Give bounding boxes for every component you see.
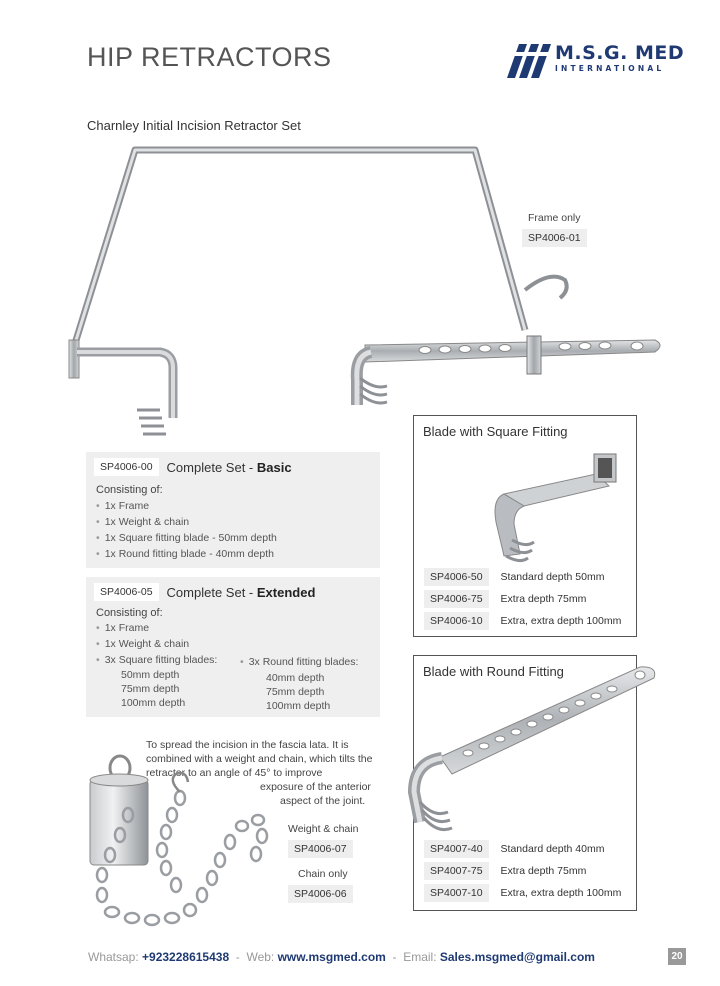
set-extended-header [94,583,315,601]
email-link[interactable]: Sales.msgmed@gmail.com [439,950,595,964]
list-item: 75mm depth [266,686,325,698]
list-item: 100mm depth [121,697,186,709]
set-basic-items [96,498,277,562]
list-item: • 1x Round fitting blade - 40mm depth [96,546,277,562]
set-extended-consisting: Consisting of: [96,607,163,619]
desc-line: combined with a weight and chain, which tilts the [146,753,373,765]
square-blade-illustration [484,444,634,569]
set-extended-code: SP4006-05 [94,583,159,601]
set-extended-items [96,620,217,668]
square-row-2 [424,590,586,608]
round-row-code: SP4007-10 [424,884,489,902]
complete-set-basic [86,452,380,568]
list-item: 50mm depth [121,669,180,681]
frame-code: SP4006-01 [522,229,587,247]
list-item: • 1x Weight & chain [96,636,217,652]
square-row-1 [424,568,604,586]
round-row-desc: Extra, extra depth 100mm [500,887,622,899]
logo-text: M.S.G. MED [555,42,685,64]
round-depths [266,671,330,713]
list-item: • 1x Square fitting blade - 50mm depth [96,530,277,546]
round-row-code: SP4007-75 [424,862,489,880]
complete-set-extended [86,577,380,717]
set-basic-header [94,458,292,476]
weight-chain-code: SP4006-07 [288,840,353,858]
list-item: • 3x Square fitting blades: [96,652,217,668]
desc-line: aspect of the joint. [280,795,366,807]
set-basic-code: SP4006-00 [94,458,159,476]
weight-chain-label: Weight & chain [288,823,359,835]
set-basic-name: Complete Set - Basic [166,459,292,475]
chain-only-label: Chain only [298,868,348,880]
website-link[interactable]: www.msgmed.com [277,950,386,964]
retractor-frame-illustration [55,140,675,440]
square-panel-title: Blade with Square Fitting [423,424,568,439]
list-item: • 1x Frame [96,498,277,514]
round-row-desc: Extra depth 75mm [500,865,587,877]
square-row-code: SP4006-75 [424,590,489,608]
brand-logo [505,40,685,80]
logo-subtext: INTERNATIONAL [555,64,665,73]
separator: - [229,950,247,964]
chain-only-code: SP4006-06 [288,885,353,903]
weight-chain-illustration [80,740,280,930]
logo-mark-icon [505,40,553,80]
section-subtitle: Charnley Initial Incision Retractor Set [87,118,301,133]
square-row-code: SP4006-50 [424,568,489,586]
round-row-3 [424,884,621,902]
square-depths [121,668,185,710]
list-item: 75mm depth [121,683,180,695]
page-number: 20 [668,948,686,965]
round-panel-title: Blade with Round Fitting [423,664,564,679]
separator: - [385,950,404,964]
footer-contact [88,950,595,964]
desc-line: exposure of the anterior [260,781,371,793]
round-blades-label: • 3x Round fitting blades: [240,656,359,668]
round-blade-illustration [400,662,662,837]
list-item: • 1x Weight & chain [96,514,277,530]
desc-line: To spread the incision in the fascia lata. It is [146,739,349,751]
square-row-desc: Standard depth 50mm [500,571,605,583]
page-title: HIP RETRACTORS [87,42,332,72]
web-label: Web: [246,950,278,964]
round-row-2 [424,862,586,880]
email-label: Email: [403,950,440,964]
square-row-code: SP4006-10 [424,612,489,630]
square-row-desc: Extra depth 75mm [500,593,587,605]
list-item: 40mm depth [266,672,325,684]
desc-line: retractor to an angle of 45° to improve [146,767,323,779]
round-row-desc: Standard depth 40mm [500,843,605,855]
list-item: 100mm depth [266,700,331,712]
list-item: • 1x Frame [96,620,217,636]
round-row-code: SP4007-40 [424,840,489,858]
frame-label: Frame only [528,212,581,224]
set-basic-consisting: Consisting of: [96,484,163,496]
set-extended-name: Complete Set - Extended [166,584,316,600]
whatsapp-number[interactable]: +923228615438 [142,950,230,964]
square-row-3 [424,612,621,630]
round-row-1 [424,840,604,858]
square-row-desc: Extra, extra depth 100mm [500,615,622,627]
square-fitting-panel [413,415,637,637]
whatsapp-label: Whatsap: [88,950,143,964]
